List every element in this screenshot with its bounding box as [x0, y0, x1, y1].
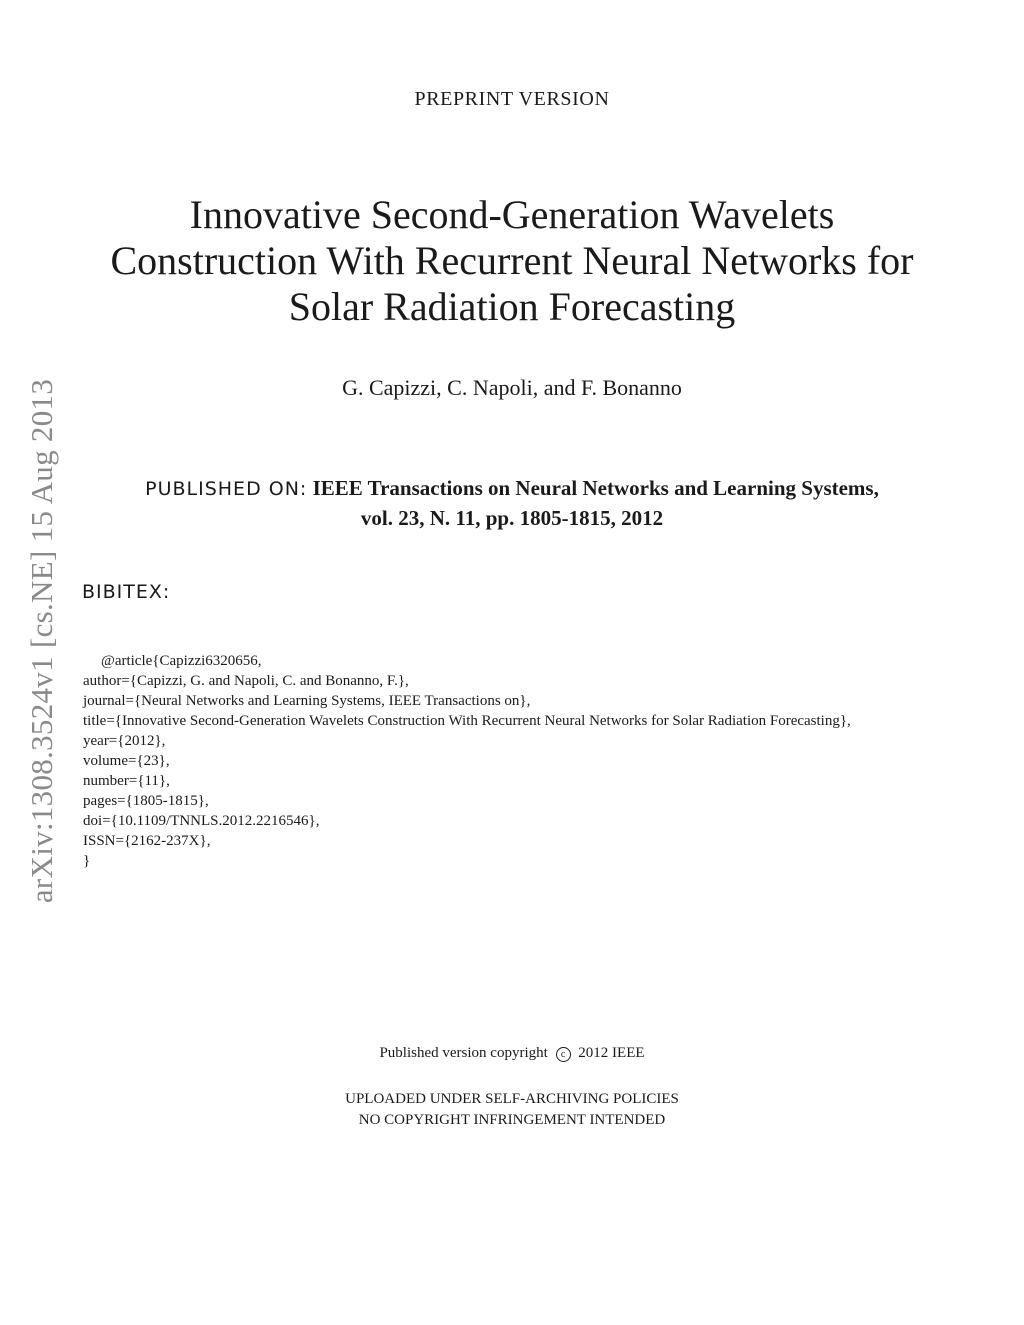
bibtex-line: @article{Capizzi6320656,: [101, 653, 262, 669]
copyright-suffix: 2012 IEEE: [578, 1045, 645, 1061]
journal-name: IEEE Transactions on Neural Networks and Learning Systems,: [312, 476, 879, 500]
bibtex-line: journal={Neural Networks and Learning Systems, IEEE Transactions on},: [83, 693, 531, 709]
archiving-notice: [0, 1089, 1024, 1131]
notice-line: UPLOADED UNDER SELF-ARCHIVING POLICIES: [345, 1091, 679, 1107]
authors-line: G. Capizzi, C. Napoli, and F. Bonanno: [342, 375, 682, 400]
bibtex-line: author={Capizzi, G. and Napoli, C. and Bonanno, F.},: [83, 673, 409, 689]
bibtex-line: volume={23},: [83, 753, 170, 769]
title-line: Innovative Second-Generation Wavelets: [189, 192, 835, 237]
bibtex-line: year={2012},: [83, 733, 166, 749]
published-on-label: PUBLISHED ON:: [145, 478, 308, 500]
title-line: Solar Radiation Forecasting: [288, 284, 736, 329]
bibtex-line: pages={1805-1815},: [83, 793, 209, 809]
bibtex-line: doi={10.1109/TNNLS.2012.2216546},: [83, 813, 320, 829]
title-line: Construction With Recurrent Neural Networks for: [110, 238, 914, 283]
arxiv-sidebar-stamp: arXiv:1308.3524v1 [cs.NE] 15 Aug 2013: [24, 378, 59, 904]
bibtex-line: title={Innovative Second-Generation Wavelets Construction With Recurrent Neural Networks for Solar Radiation Forecasting},: [83, 713, 851, 729]
publication-info: [90, 474, 934, 533]
bibtex-line: ISSN={2162-237X},: [83, 833, 211, 849]
bibtex-entry: [83, 651, 851, 871]
bibtex-line: }: [83, 853, 91, 869]
paper-title: [0, 192, 1024, 330]
preprint-header: PREPRINT VERSION: [414, 88, 610, 110]
bibtex-line: number={11},: [83, 773, 170, 789]
publication-details: vol. 23, N. 11, pp. 1805-1815, 2012: [360, 506, 664, 530]
copyright-prefix: Published version copyright: [379, 1045, 548, 1061]
notice-line: NO COPYRIGHT INFRINGEMENT INTENDED: [358, 1112, 666, 1128]
copyright-line: [0, 1045, 1024, 1062]
bibtex-heading: BIBITEX:: [82, 581, 171, 603]
copyright-icon: c: [556, 1047, 571, 1062]
